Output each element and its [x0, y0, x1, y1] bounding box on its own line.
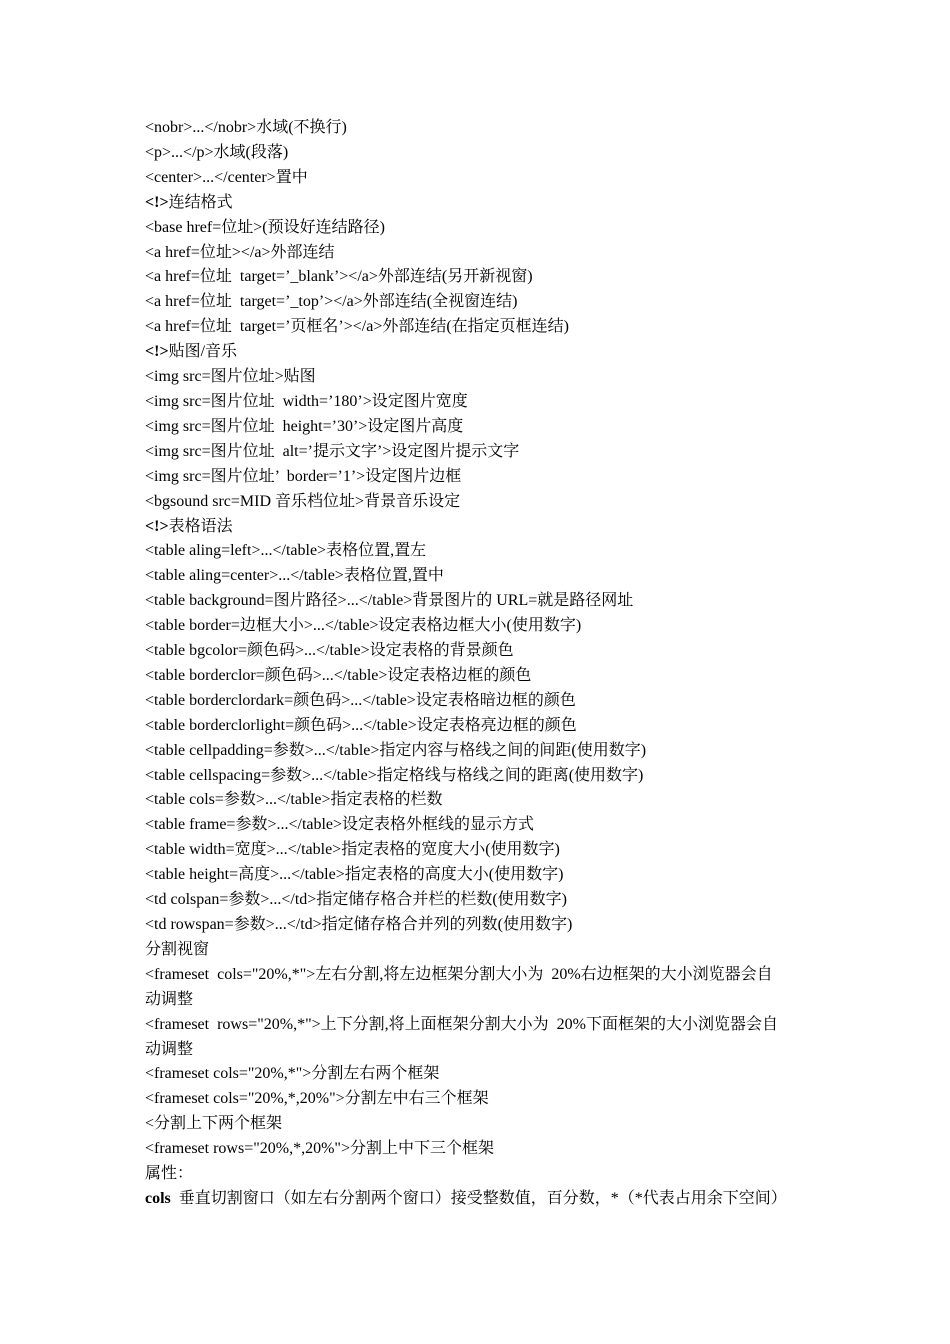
heading-text: 表格语法	[168, 517, 233, 535]
text-line: <p>...</p>水域(段落)	[145, 143, 289, 161]
text-line: <base href=位址>(预设好连结路径)	[145, 218, 385, 236]
text-line: <table border=边框大小>...</table>设定表格边框大小(使用数字)	[145, 617, 582, 635]
text-line: <table bgcolor=颜色码>...</table>设定表格的背景颜色	[145, 642, 514, 660]
text-line: <table cellpadding=参数>...</table>指定内容与格线之间的间距(使用数字)	[145, 741, 647, 759]
heading-marker: <!>	[145, 343, 169, 361]
text-line: <table aling=left>...</table>表格位置,置左	[145, 542, 427, 560]
text-line: <img src=图片位址 alt=’提示文字’>设定图片提示文字	[145, 442, 520, 460]
text-line: <table aling=center>...</table>表格位置,置中	[145, 567, 444, 585]
text-line: <nobr>...</nobr>水域(不换行)	[145, 119, 347, 136]
text-line: <img src=图片位址’ border=’1’>设定图片边框	[145, 467, 462, 485]
text-line: <table cellspacing=参数>...</table>指定格线与格线之间的距离(使用数字)	[145, 766, 644, 784]
text-line: <table borderclordark=颜色码>...</table>设定表格暗边框的颜色	[145, 691, 576, 709]
text-line: <table borderclor=颜色码>...</table>设定表格边框的颜色	[145, 666, 532, 684]
text-line: <img src=图片位址 width=’180’>设定图片宽度	[145, 392, 468, 410]
heading-text: 连结格式	[168, 193, 233, 211]
text-line: <table borderclorlight=颜色码>...</table>设定表格亮边框的颜色	[145, 716, 577, 734]
text-line: <frameset cols="20%,*,20%">分割左中右三个框架	[145, 1090, 489, 1108]
text-line: <table background=图片路径>...</table>背景图片的 URL=就是路径网址	[145, 592, 634, 610]
text-line: <table frame=参数>...</table>设定表格外框线的显示方式	[145, 816, 535, 834]
text-line: <a href=位址></a>外部连结	[145, 243, 335, 261]
text-line: <a href=位址 target=’_top’></a>外部连结(全视窗连结)	[145, 293, 518, 311]
text-line: <frameset rows="20%,*">上下分割,将上面框架分割大小为 20%下面框架的大小浏览器会自	[145, 1015, 778, 1033]
text-line: <frameset rows="20%,*,20%">分割上中下三个框架	[145, 1140, 494, 1158]
heading-marker: cols	[145, 1189, 171, 1207]
text-line: <td rowspan=参数>...</td>指定储存格合并列的列数(使用数字)	[145, 916, 573, 933]
text-line: <table cols=参数>...</table>指定表格的栏数	[145, 791, 443, 809]
text-line: 分割视窗	[145, 940, 210, 958]
heading-marker: <!>	[145, 193, 169, 211]
text-line: <frameset cols="20%,*">分割左右两个框架	[145, 1065, 440, 1083]
heading-text: 垂直切割窗口（如左右分割两个窗口）接受整数值，百分数，*（*代表占用余下空间）	[170, 1189, 787, 1207]
text-line: <table height=高度>...</table>指定表格的高度大小(使用数字)	[145, 866, 564, 884]
text-line: <a href=位址 target=’_blank’></a>外部连结(另开新视窗)	[145, 268, 533, 286]
text-line: <bgsound src=MID 音乐档位址>背景音乐设定	[145, 492, 461, 510]
section-heading	[145, 191, 810, 216]
text-line: <frameset cols="20%,*">左右分割,将左边框架分割大小为 20%右边框架的大小浏览器会自	[145, 965, 773, 983]
section-heading	[145, 515, 810, 540]
text-line: <分割上下两个框架	[145, 1115, 283, 1133]
heading-text: 贴图/音乐	[168, 343, 238, 361]
text-line: <a href=位址 target=’页框名’></a>外部连结(在指定页框连结)	[145, 318, 569, 336]
text-line: <img src=图片位址 height=’30’>设定图片高度	[145, 417, 464, 435]
document-page	[145, 116, 810, 1212]
section-heading	[145, 340, 810, 365]
text-line: <center>...</center>置中	[145, 168, 308, 186]
text-line: <table width=宽度>...</table>指定表格的宽度大小(使用数字)	[145, 841, 560, 859]
text-line: 属性：	[145, 1165, 194, 1183]
section-heading	[145, 1187, 810, 1212]
text-line: <td colspan=参数>...</td>指定储存格合并栏的栏数(使用数字)	[145, 891, 567, 909]
text-line: <img src=图片位址>贴图	[145, 368, 316, 386]
text-line: 动调整	[145, 1040, 194, 1058]
text-line: 动调整	[145, 990, 194, 1008]
heading-marker: <!>	[145, 517, 169, 535]
